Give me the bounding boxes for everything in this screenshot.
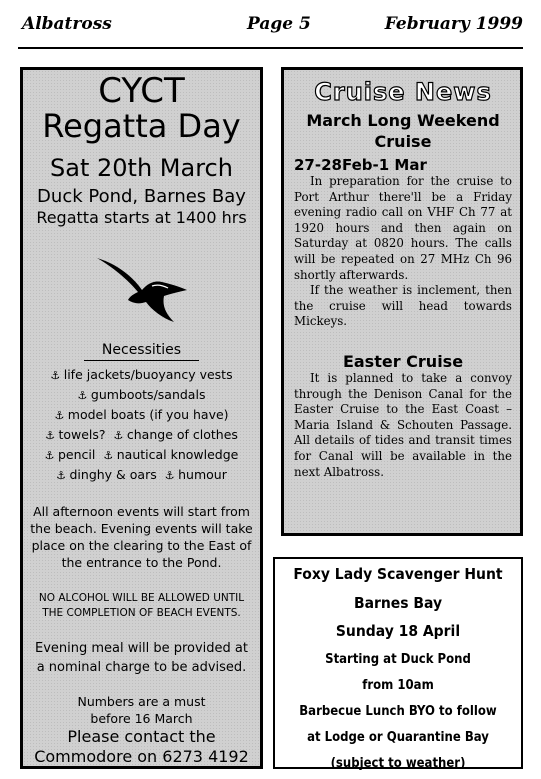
anchor-icon: ⚓	[50, 369, 64, 382]
necessity-item	[56, 467, 157, 482]
necessity-item	[50, 367, 232, 382]
necessity-label: gumboots/sandals	[90, 387, 206, 402]
necessities-list	[29, 365, 254, 485]
necessity-item	[165, 467, 227, 482]
issue-date: February 1999	[384, 14, 523, 34]
necessity-label: towels?	[58, 427, 106, 442]
scavenger-lunch-place: at Lodge or Quarantine Bay	[307, 730, 489, 745]
march-cruise-title-1: March Long Weekend	[306, 111, 500, 130]
newsletter-name: Albatross	[22, 14, 112, 34]
scavenger-hunt-box	[273, 557, 523, 769]
necessity-label: humour	[178, 467, 227, 482]
necessity-row	[29, 445, 254, 465]
regatta-title-club: CYCT	[98, 71, 185, 111]
scavenger-title: Foxy Lady Scavenger Hunt	[293, 565, 503, 583]
march-cruise-body	[294, 174, 512, 330]
necessity-item	[45, 447, 96, 462]
meal-text: Evening meal will be provided at a nominal charge to be advised.	[34, 641, 248, 675]
necessity-item	[54, 407, 228, 422]
necessities-title: Necessities	[84, 342, 199, 361]
easter-cruise-para: It is planned to take a convoy through the Denison Canal for the Easter Cruise to the East Coast – Maria Island & Schouten Passage. All details of tides and transit times for Canal will be available in the next Albatross.	[294, 370, 512, 479]
necessity-row	[29, 405, 254, 425]
regatta-location: Duck Pond, Barnes Bay	[37, 186, 246, 207]
scavenger-lunch: Barbecue Lunch BYO to follow	[299, 704, 497, 719]
necessity-label: nautical knowledge	[116, 447, 239, 462]
scavenger-note: (subject to weather)	[330, 756, 466, 771]
scavenger-start-time: from 10am	[362, 678, 434, 693]
march-cruise-para-2: If the weather is inclement, then the cruise will head towards Mickeys.	[294, 283, 512, 329]
numbers-line-2: before 16 March	[90, 711, 193, 726]
page-header	[22, 8, 523, 44]
numbers-line-1: Numbers are a must	[77, 694, 206, 709]
necessity-item	[114, 427, 238, 442]
necessity-item	[45, 427, 105, 442]
contact-line-1: Please contact the	[67, 727, 216, 746]
necessity-row	[29, 465, 254, 485]
necessity-label: dinghy & oars	[69, 467, 157, 482]
march-cruise-para-1: In preparation for the cruise to Port Arthur there'll be a Friday evening radio call on VHF Ch 77 at 1920 hours and then again on Saturday at 0820 hours. The calls will be repeated on 27 MHz Ch 96 shortly afterwards.	[294, 174, 512, 282]
alcohol-notice: NO ALCOHOL WILL BE ALLOWED UNTIL THE COMPLETION OF BEACH EVENTS.	[38, 592, 245, 619]
anchor-icon: ⚓	[103, 449, 117, 462]
necessity-row	[29, 425, 254, 445]
necessity-item	[103, 447, 238, 462]
anchor-icon: ⚓	[44, 449, 58, 462]
regatta-title: Regatta Day	[42, 107, 241, 145]
anchor-icon: ⚓	[54, 409, 68, 422]
regatta-day-box	[20, 67, 263, 769]
necessity-label: pencil	[58, 447, 96, 462]
header-rule	[18, 47, 523, 49]
contact-line-2: Commodore on 6273 4192	[34, 747, 249, 766]
regatta-start-time: Regatta starts at 1400 hrs	[36, 208, 247, 227]
numbers-notice	[29, 693, 254, 727]
anchor-icon: ⚓	[113, 429, 127, 442]
seagull-illustration	[92, 246, 192, 326]
easter-cruise-title: Easter Cruise	[342, 351, 464, 371]
scavenger-date: Sunday 18 April	[335, 622, 461, 640]
cruise-news-banner: Cruise News	[314, 78, 492, 106]
necessity-label: model boats (if you have)	[67, 407, 229, 422]
regatta-date: Sat 20th March	[50, 154, 233, 182]
necessity-label: life jackets/buoyancy vests	[63, 367, 233, 382]
scavenger-start-place: Starting at Duck Pond	[325, 652, 471, 667]
page-number: Page 5	[247, 14, 311, 34]
cruise-news-box	[281, 67, 523, 536]
anchor-icon: ⚓	[45, 429, 59, 442]
events-text: All afternoon events will start from the beach. Evening events will take place on the clearing to the East of the entrance to the Pond.	[30, 504, 253, 570]
necessity-row	[29, 385, 254, 405]
scavenger-place: Barnes Bay	[353, 594, 443, 612]
march-cruise-title-2: Cruise	[374, 132, 432, 151]
necessity-row	[29, 365, 254, 385]
necessity-item	[78, 387, 206, 402]
easter-cruise-body	[294, 371, 512, 480]
anchor-icon: ⚓	[164, 469, 179, 482]
anchor-icon: ⚓	[56, 469, 70, 482]
march-cruise-dates: 27-28Feb-1 Mar	[294, 156, 427, 174]
necessity-label: change of clothes	[126, 427, 238, 442]
anchor-icon: ⚓	[77, 389, 91, 402]
